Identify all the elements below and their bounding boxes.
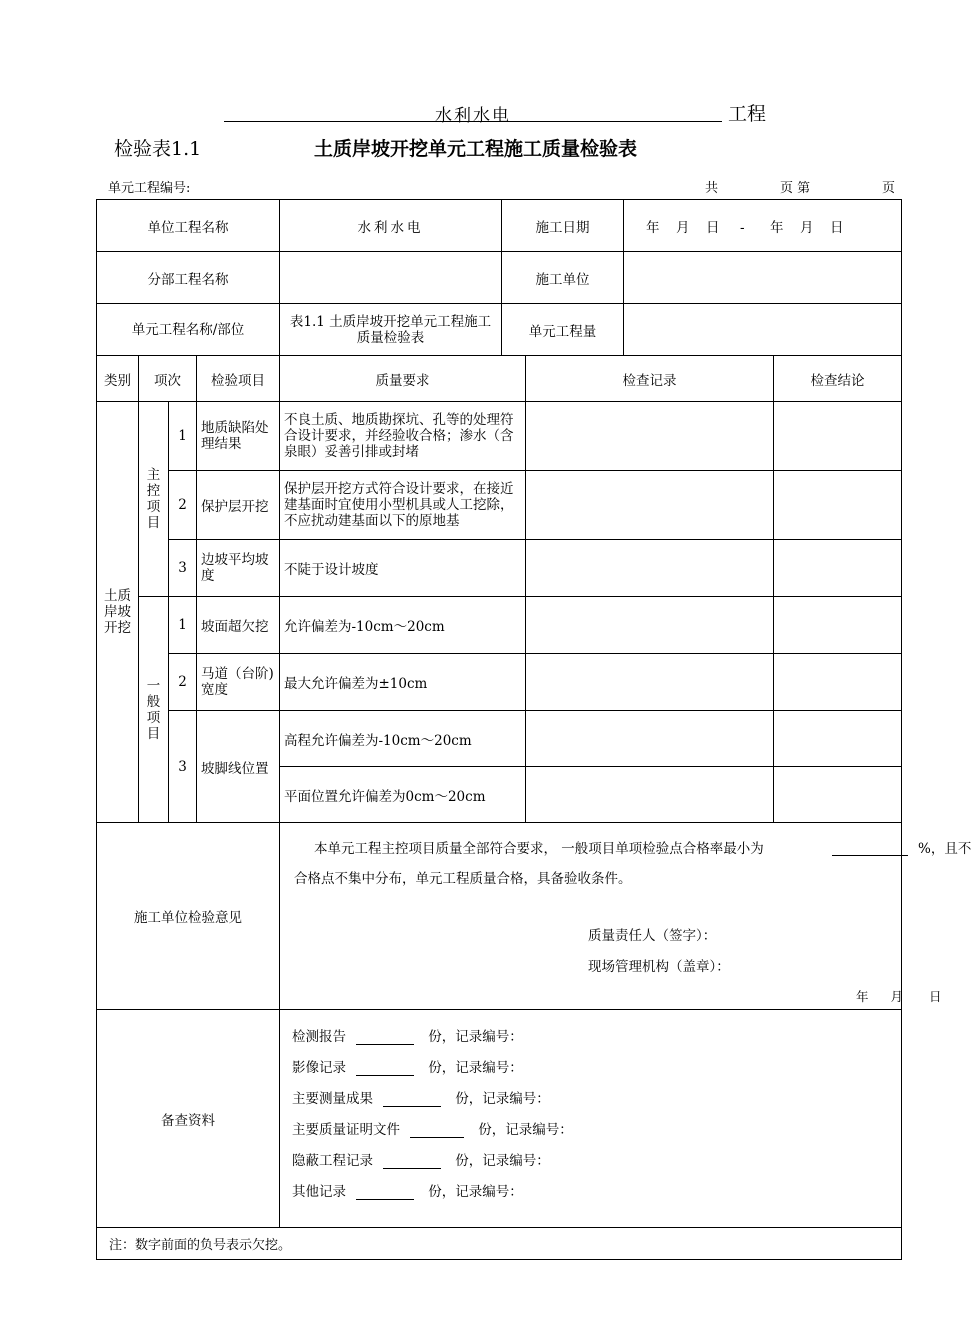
opinion-text-2: %，且不	[918, 841, 971, 857]
check-item: 坡脚线位置	[197, 711, 280, 823]
col-item-no: 项次	[139, 356, 197, 402]
col-check-item: 检验项目	[197, 356, 280, 402]
site-stamp-label[interactable]: 现场管理机构（盖章）：	[588, 959, 730, 975]
col-category: 类别	[97, 356, 139, 402]
category-cell	[97, 402, 139, 823]
info-row-unit-project	[97, 200, 902, 252]
table-row	[97, 711, 902, 767]
reference-item: 其他记录 份，记录编号：	[292, 1184, 523, 1200]
item-no: 2	[169, 471, 197, 540]
conclusion-cell[interactable]	[774, 711, 902, 767]
check-item: 马道（台阶)宽度	[197, 654, 280, 711]
contractor-value[interactable]	[624, 252, 902, 304]
page-of-label: 页 第	[780, 181, 811, 196]
date-month-2: 月	[800, 219, 814, 236]
record-cell[interactable]	[526, 471, 774, 540]
col-record: 检查记录	[526, 356, 774, 402]
table-row	[97, 654, 902, 711]
category-label: 土质岸坡开挖	[104, 588, 131, 636]
general-group-cell	[139, 597, 169, 823]
requirement: 不良土质、地质勘探坑、孔等的处理符合设计要求，并经验收合格；渗水（含泉眼）妥善引排或封堵	[280, 402, 526, 471]
conclusion-cell[interactable]	[774, 471, 902, 540]
pass-rate-blank[interactable]	[832, 837, 908, 856]
check-item: 保护层开挖	[197, 471, 280, 540]
conclusion-cell[interactable]	[774, 654, 902, 711]
opinion-date[interactable]	[856, 987, 942, 1005]
requirement: 允许偏差为-10cm～20cm	[280, 597, 526, 654]
form-title: 土质岸坡开挖单元工程施工质量检验表	[314, 138, 638, 160]
item-no: 1	[169, 402, 197, 471]
column-header-row	[97, 356, 902, 402]
check-item: 边坡平均坡度	[197, 540, 280, 597]
project-suffix: 工程	[728, 103, 767, 125]
table-row	[97, 540, 902, 597]
references-cell	[280, 1010, 902, 1228]
date-day-2: 日	[830, 219, 844, 236]
reference-count-blank[interactable]	[356, 1184, 414, 1200]
info-row-element	[97, 304, 902, 356]
quality-signer-label[interactable]: 质量责任人（签字）：	[588, 928, 717, 944]
requirement: 最大允许偏差为±10cm	[280, 654, 526, 711]
element-label: 单元工程名称/部位	[97, 304, 280, 356]
record-cell[interactable]	[526, 540, 774, 597]
check-item: 坡面超欠挖	[197, 597, 280, 654]
reference-item: 影像记录 份，记录编号：	[292, 1060, 523, 1076]
general-group-label: 一般项目	[146, 677, 161, 742]
item-no: 3	[169, 540, 197, 597]
unit-number-label: 单元工程编号:	[108, 181, 191, 196]
references-label: 备查资料	[97, 1010, 280, 1228]
conclusion-cell[interactable]	[774, 540, 902, 597]
col-requirement: 质量要求	[280, 356, 526, 402]
opinion-cell	[280, 823, 971, 1010]
record-cell[interactable]	[526, 654, 774, 711]
item-no: 1	[169, 597, 197, 654]
opinion-label: 施工单位检验意见	[97, 823, 280, 1010]
record-cell[interactable]	[526, 767, 774, 823]
contractor-label: 施工单位	[502, 252, 624, 304]
opinion-day: 日	[929, 989, 942, 1004]
reference-count-blank[interactable]	[383, 1091, 441, 1107]
table-row	[97, 597, 902, 654]
reference-item: 主要测量成果 份，记录编号：	[292, 1091, 550, 1107]
reference-count-blank[interactable]	[356, 1060, 414, 1076]
note-row	[97, 1228, 902, 1260]
date-day-1: 日	[706, 219, 720, 236]
record-cell[interactable]	[526, 711, 774, 767]
sub-project-value[interactable]	[280, 252, 502, 304]
reference-count-blank[interactable]	[356, 1029, 414, 1045]
main-group-label: 主控项目	[146, 467, 161, 531]
date-separator: -	[740, 219, 745, 236]
conclusion-cell[interactable]	[774, 402, 902, 471]
requirement: 保护层开挖方式符合设计要求，在接近建基面时宜使用小型机具或人工挖除，不应扰动建基面以下的原地基	[280, 471, 526, 540]
quantity-value[interactable]	[624, 304, 902, 356]
record-cell[interactable]	[526, 597, 774, 654]
element-value[interactable]: 表1.1 土质岸坡开挖单元工程施工质量检验表	[280, 304, 502, 356]
table-row	[97, 471, 902, 540]
item-no: 2	[169, 654, 197, 711]
project-name: 水利水电	[435, 106, 511, 126]
opinion-year: 年	[856, 989, 869, 1004]
sub-project-label: 分部工程名称	[97, 252, 280, 304]
item-no: 3	[169, 711, 197, 823]
opinion-month: 月	[890, 989, 904, 1004]
references-row	[97, 1010, 902, 1228]
col-conclusion: 检查结论	[774, 356, 902, 402]
opinion-row	[97, 823, 902, 1010]
info-row-sub-project	[97, 252, 902, 304]
requirement: 平面位置允许偏差为0cm～20cm	[280, 767, 526, 823]
page-unit-label: 页	[882, 181, 896, 196]
date-label: 施工日期	[502, 200, 624, 252]
reference-count-blank[interactable]	[410, 1122, 464, 1138]
requirement: 不陡于设计坡度	[280, 540, 526, 597]
check-item: 地质缺陷处理结果	[197, 402, 280, 471]
conclusion-cell[interactable]	[774, 767, 902, 823]
opinion-text-1: 本单元工程主控项目质量全部符合要求， 一般项目单项检验点合格率最小为	[314, 841, 764, 857]
date-year-1: 年	[646, 219, 660, 236]
reference-item: 隐蔽工程记录 份，记录编号：	[292, 1153, 550, 1169]
record-cell[interactable]	[526, 402, 774, 471]
page-total-label: 共	[705, 181, 719, 196]
unit-project-label: 单位工程名称	[97, 200, 280, 252]
quantity-label: 单元工程量	[502, 304, 624, 356]
conclusion-cell[interactable]	[774, 597, 902, 654]
reference-count-blank[interactable]	[383, 1153, 441, 1169]
note-text: 注：数字前面的负号表示欠挖。	[97, 1228, 902, 1260]
main-group-cell	[139, 402, 169, 597]
opinion-text-3: 合格点不集中分布，单元工程质量合格，具备验收条件。	[294, 871, 632, 887]
unit-project-value[interactable]: 水利水电	[280, 200, 502, 252]
date-month-1: 月	[676, 219, 690, 236]
requirement: 高程允许偏差为-10cm～20cm	[280, 711, 526, 767]
reference-item: 检测报告 份，记录编号：	[292, 1029, 523, 1045]
reference-item: 主要质量证明文件 份，记录编号：	[292, 1122, 573, 1138]
table-row	[97, 402, 902, 471]
construction-date[interactable]	[624, 200, 902, 252]
date-year-2: 年	[770, 219, 784, 236]
form-number: 检验表1.1	[114, 138, 202, 160]
inspection-table	[96, 199, 971, 1260]
